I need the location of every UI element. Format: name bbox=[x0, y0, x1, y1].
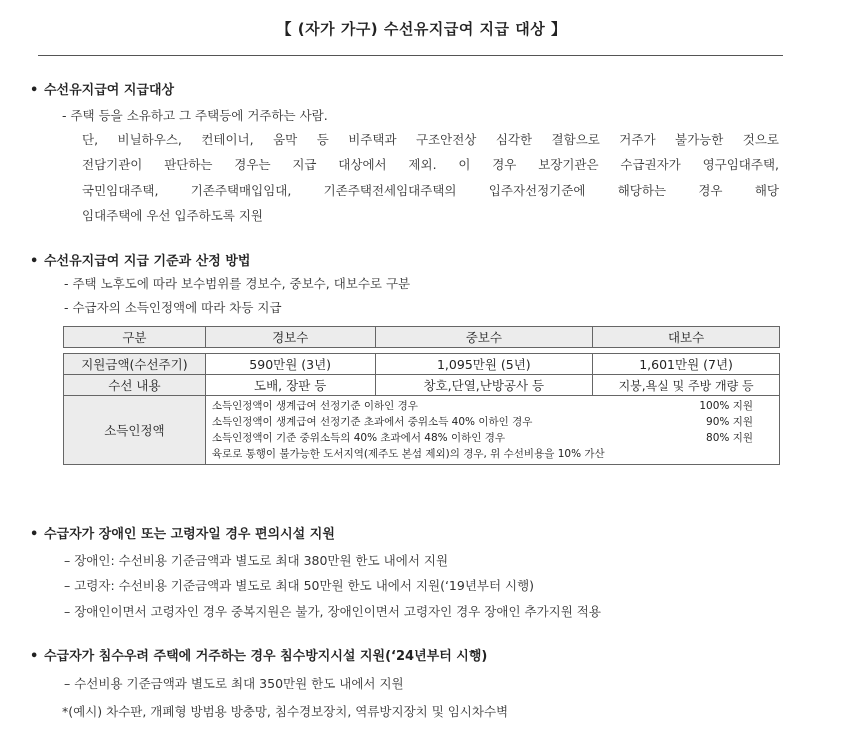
section-heading-criteria bbox=[30, 250, 250, 269]
eligibility-line: 단, 비닐하우스, 컨테이너, 움막 등 비주택과 구조안전상 심각한 결함으로 거주가 불가능한 것으로 bbox=[82, 132, 779, 147]
income-criteria-cell bbox=[205, 396, 779, 465]
table-header: 구분 bbox=[64, 327, 206, 348]
table-cell: 도배, 장판 등 bbox=[205, 375, 375, 396]
bullet-icon: • bbox=[30, 649, 39, 664]
table-row bbox=[64, 375, 780, 396]
eligibility-line: 국민임대주택, 기존주택매입임대, 기존주택전세임대주택의 입주자선정기준에 해당하는 경우 해당 bbox=[82, 183, 779, 198]
row-label: 소득인정액 bbox=[64, 396, 206, 465]
title-underline bbox=[38, 55, 783, 56]
table-header: 경보수 bbox=[205, 327, 375, 348]
section-heading-eligibility bbox=[30, 79, 174, 98]
table-cell: 1,601만원 (7년) bbox=[593, 354, 780, 375]
income-item-text: 소득인정액이 생계급여 선정기준 이하인 경우 bbox=[211, 400, 418, 412]
income-item-percent: 90% 지원 bbox=[706, 416, 753, 428]
bullet-icon: • bbox=[30, 83, 39, 98]
table-cell: 1,095만원 (5년) bbox=[375, 354, 593, 375]
table-cell: 창호,단열,난방공사 등 bbox=[375, 375, 593, 396]
income-item-percent: 100% 지원 bbox=[699, 400, 753, 412]
income-item bbox=[212, 398, 773, 414]
bullet-icon: • bbox=[30, 254, 39, 269]
row-label: 수선 내용 bbox=[64, 375, 206, 396]
eligibility-line: 임대주택에 우선 입주하도록 지원 bbox=[82, 208, 263, 223]
section-heading-text: 수급자가 침수우려 주택에 거주하는 경우 침수방지시설 지원(‘24년부터 시행) bbox=[44, 649, 488, 664]
section-heading-flood bbox=[30, 645, 487, 664]
section-heading-text: 수급자가 장애인 또는 고령자일 경우 편의시설 지원 bbox=[44, 527, 335, 542]
table-row bbox=[64, 396, 780, 465]
criteria-line: - 수급자의 소득인정액에 따라 차등 지급 bbox=[64, 300, 282, 315]
criteria-line: - 주택 노후도에 따라 보수범위를 경보수, 중보수, 대보수로 구분 bbox=[64, 276, 411, 291]
accessibility-line: – 장애인: 수선비용 기준금액과 별도로 최대 380만원 한도 내에서 지원 bbox=[64, 553, 449, 568]
income-item bbox=[212, 430, 773, 446]
bullet-icon: • bbox=[30, 527, 39, 542]
section-heading-text: 수선유지급여 지급대상 bbox=[44, 83, 175, 98]
row-label: 지원금액(수선주기) bbox=[64, 354, 206, 375]
income-item-text: 소득인정액이 생계급여 선정기준 초과에서 중위소득 40% 이하인 경우 bbox=[211, 416, 533, 428]
table-cell: 지붕,욕실 및 주방 개량 등 bbox=[593, 375, 780, 396]
accessibility-line: – 장애인이면서 고령자인 경우 중복지원은 불가, 장애인이면서 고령자인 경우 장애인 추가지원 적용 bbox=[64, 604, 601, 619]
table-cell: 590만원 (3년) bbox=[205, 354, 375, 375]
income-item-text: 소득인정액이 기준 중위소득의 40% 초과에서 48% 이하인 경우 bbox=[211, 432, 506, 444]
income-item bbox=[212, 446, 773, 462]
table-header: 중보수 bbox=[375, 327, 593, 348]
table-header: 대보수 bbox=[593, 327, 780, 348]
support-table bbox=[63, 326, 780, 465]
section-heading-text: 수선유지급여 지급 기준과 산정 방법 bbox=[44, 254, 251, 269]
eligibility-line: - 주택 등을 소유하고 그 주택등에 거주하는 사람. bbox=[62, 108, 328, 123]
flood-line: – 수선비용 기준금액과 별도로 최대 350만원 한도 내에서 지원 bbox=[64, 676, 404, 691]
table-header-row bbox=[64, 327, 780, 348]
section-heading-accessibility bbox=[30, 523, 335, 542]
eligibility-line: 전담기관이 판단하는 경우는 지급 대상에서 제외. 이 경우 보장기관은 수급권자가 영구임대주택, bbox=[82, 157, 779, 172]
page-title: 【 (자가 가구) 수선유지급여 지급 대상 】 bbox=[276, 20, 567, 38]
table-row bbox=[64, 354, 780, 375]
accessibility-line: – 고령자: 수선비용 기준금액과 별도로 최대 50만원 한도 내에서 지원(‘19년부터 시행) bbox=[64, 578, 535, 593]
income-item bbox=[212, 414, 773, 430]
flood-example-line: *(예시) 차수판, 개폐형 방범용 방충망, 침수경보장치, 역류방지장치 및 임시차수벽 bbox=[62, 704, 509, 719]
income-item-text: 육로로 통행이 불가능한 도서지역(제주도 본섬 제외)의 경우, 위 수선비용을 10% 가산 bbox=[211, 448, 605, 460]
income-item-percent: 80% 지원 bbox=[706, 432, 753, 444]
